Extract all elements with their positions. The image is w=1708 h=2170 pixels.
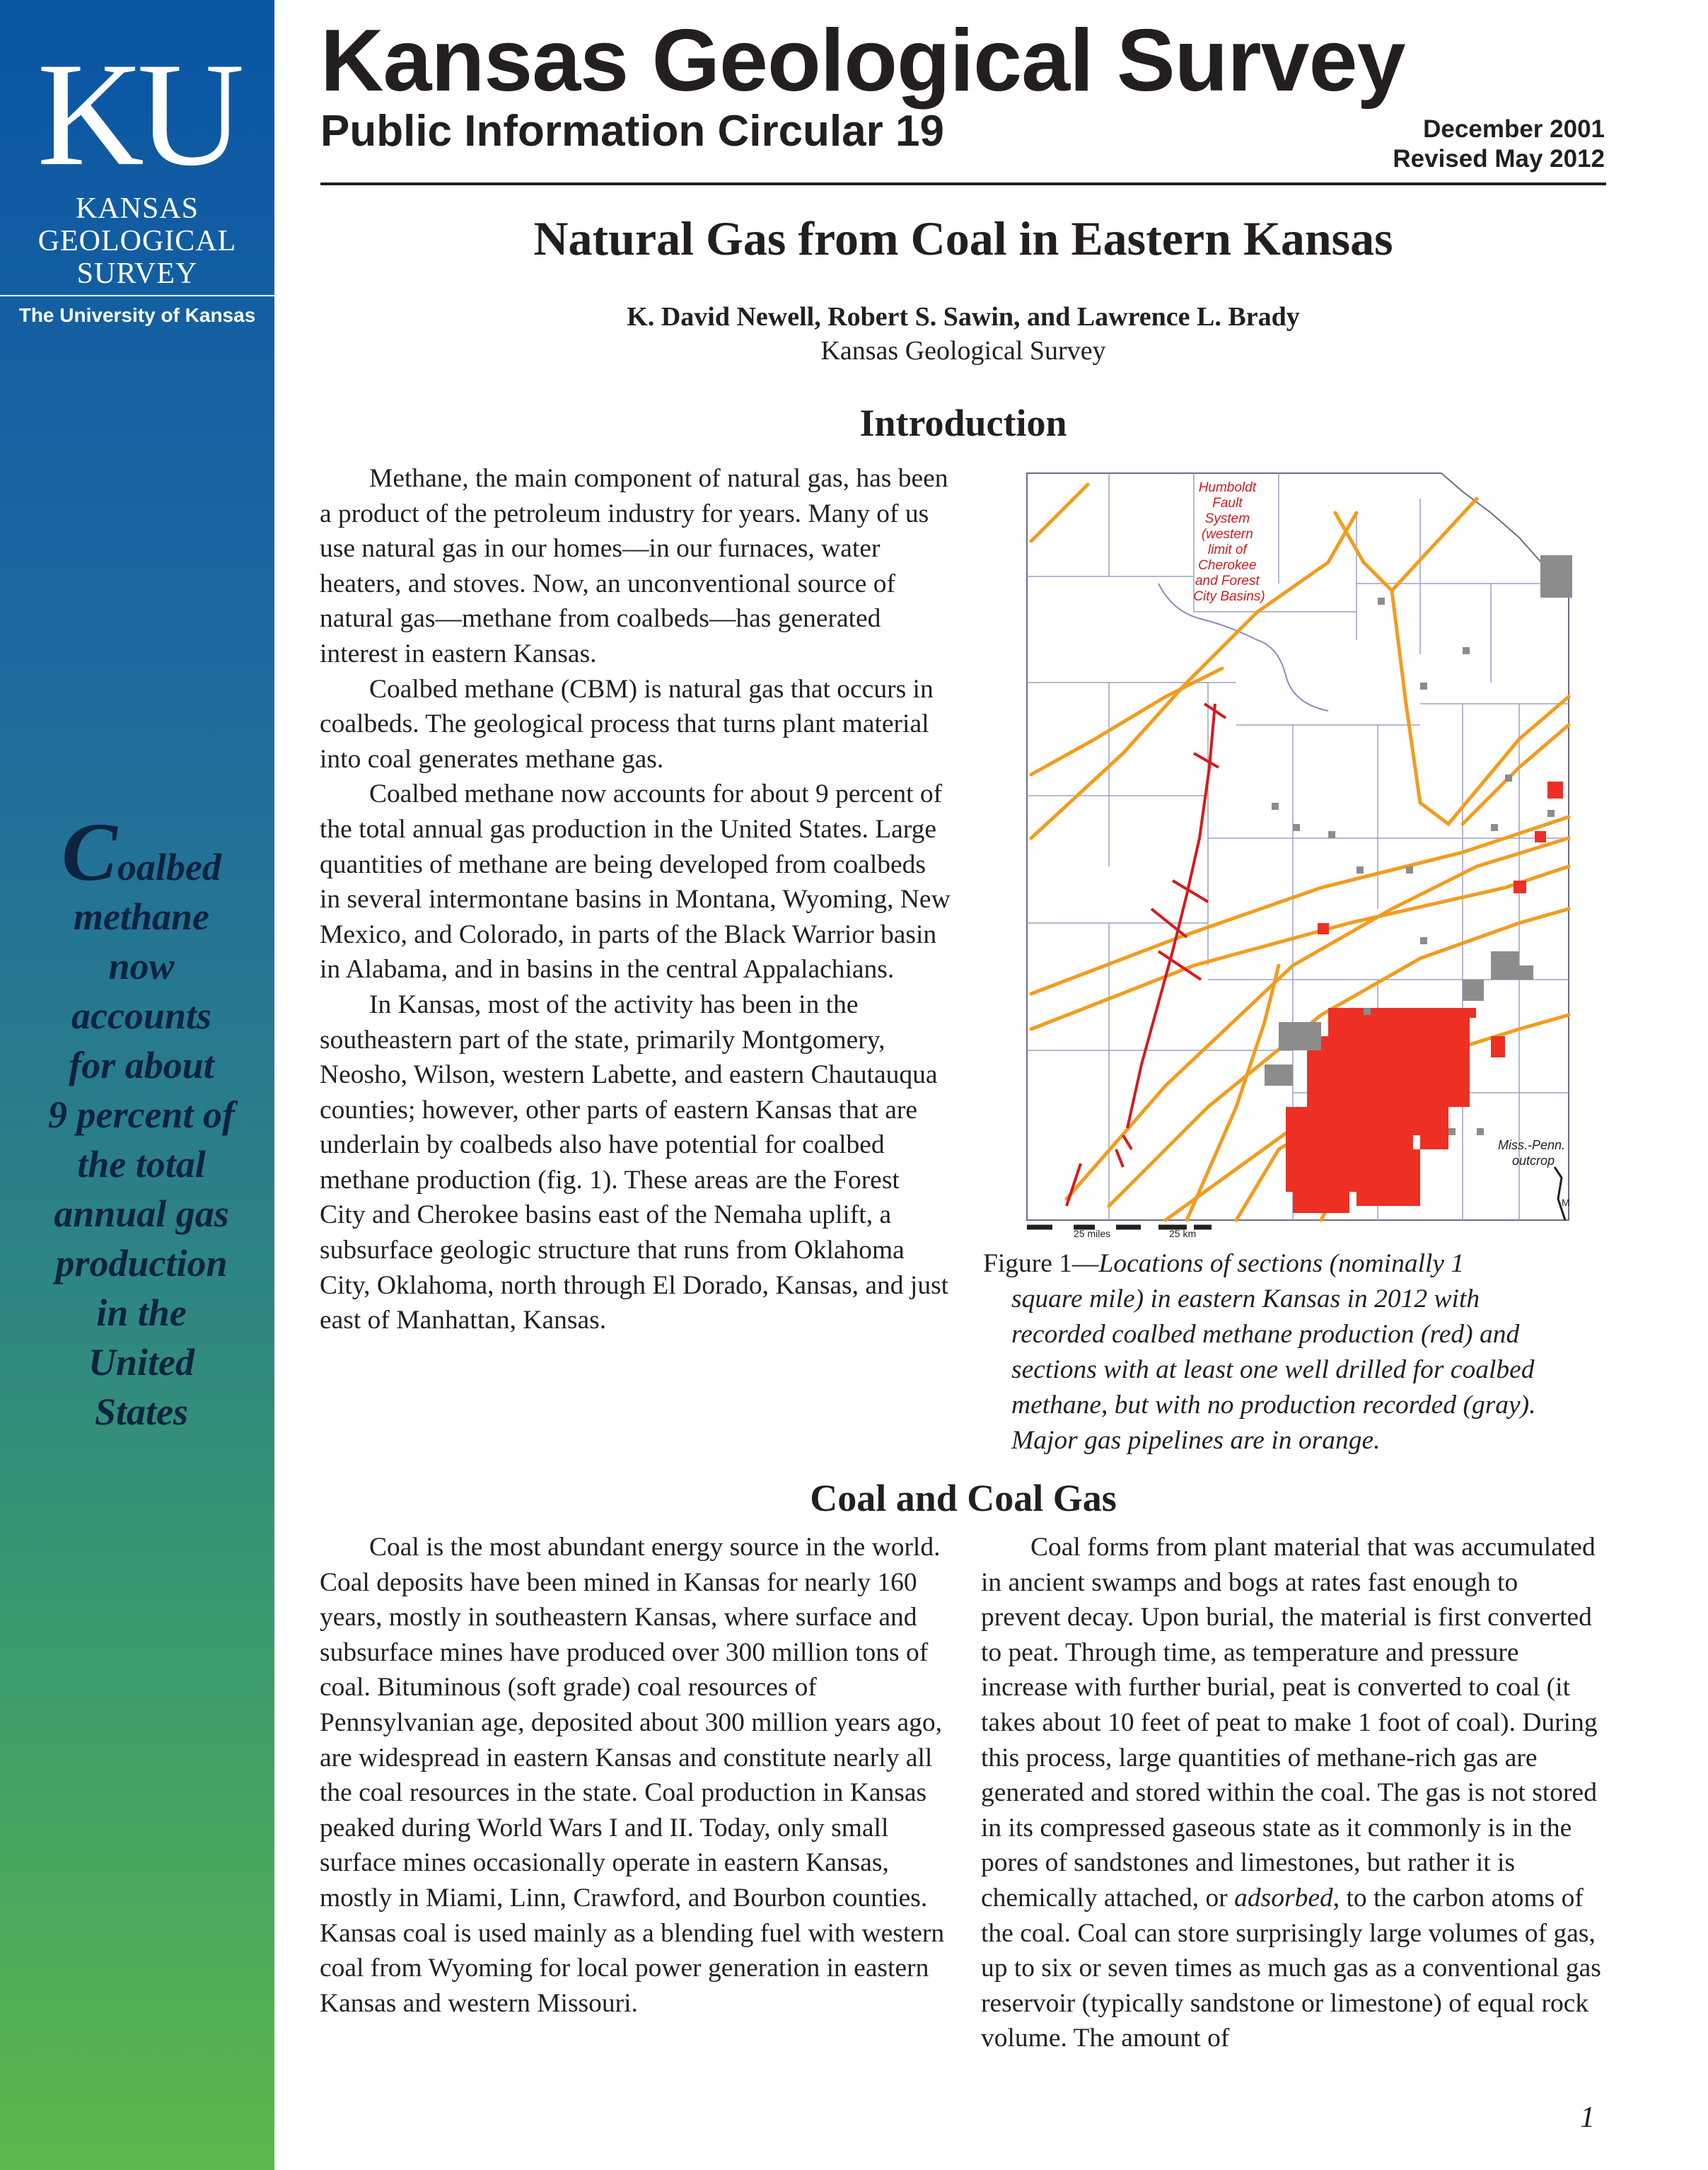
coalbed-methane-map	[1024, 470, 1576, 1234]
kgs-logo-text: KANSAS GEOLOGICAL SURVEY	[37, 192, 237, 290]
introduction-body	[320, 461, 951, 1338]
coal-body-right	[981, 1530, 1603, 2056]
sidebar-banner	[0, 0, 274, 2170]
outcrop-label: Miss.-Penn. outcrop	[1497, 1138, 1566, 1168]
introduction-heading: Introduction	[859, 402, 1067, 444]
coal-body-left	[320, 1530, 951, 2021]
paragraph: Coal forms from plant material that was accumulated in ancient swamps and bogs at rates fast enough to prevent decay. Upon burial, the material is first converted to peat. Through time, as temperature and pressure increase with further burial, peat is converted to coal (it takes about 10 feet of peat to make 1 foot of coal). During this process, large quantities of methane-rich gas are generated and stored within the coal. The gas is not stored in its compressed gaseous state as it commonly is in the pores of sandstones and limestones, but rather it is chemically attached, or adsorbed, to the carbon atoms of the coal. Coal can store surprisingly large volumes of gas, up to six or seven times as much gas as a conventional gas reservoir (typically sandstone or limestone) of equal rock volume. The amount of	[981, 1533, 1601, 2053]
paragraph: Coal is the most abundant energy source in the world. Coal deposits have been mined in Kansas for nearly 160 years, mostly in southeastern Kansas, where surface and subsurface mines have produced over 300 million tons of coal. Bituminous (soft grade) coal resources of Pennsylvanian age, deposited about 300 million years ago, are widespread in eastern Kansas and constitute nearly all the coal resources in the state. Coal production in Kansas peaked during World Wars I and II. Today, only small surface mines occasionally operate in eastern Kansas, mostly in Miami, Linn, Crawford, and Bourbon counties. Kansas coal is used mainly as a blending fuel with western coal from Wyoming for local power generation in eastern Kansas and western Missouri.	[320, 1533, 945, 2018]
humboldt-label: Humboldt Fault System (western limit of Cherokee and Forest City Basins)	[1193, 480, 1265, 604]
pull-quote-drop-cap: C	[62, 806, 117, 898]
university-name: The University of Kansas	[18, 304, 256, 326]
ku-logo: KU	[37, 33, 238, 197]
paragraph: In Kansas, most of the activity has been in the southeastern part of the state, primarily Montgomery, Neosho, Wilson, western Labette, and eastern Chautauqua counties; however, other parts of eastern Kansas that are underlain by coalbeds also have potential for coalbed methane production (fig. 1). These areas are the Forest City and Cherokee basins east of the Nemaha uplift, a subsurface geologic structure that runs from Oklahoma City, Oklahoma, north through El Dorado, Kansas, and just east of Manhattan, Kansas.	[320, 990, 949, 1335]
paragraph: Methane, the main component of natural gas, has been a product of the petroleum industry for years. Many of us use natural gas in our homes—in our furnaces, water heaters, and stoves. Now, an unconventional source of natural gas—methane from coalbeds—has generated interest in eastern Kansas.	[320, 464, 948, 668]
logo-divider	[0, 295, 274, 296]
pull-quote: Coalbed methane now accounts for about 9 percent of the total annual gas production in the United States	[48, 806, 235, 1433]
header-rule	[320, 182, 1606, 185]
missouri-gray-block	[1540, 555, 1572, 598]
coal-section-heading: Coal and Coal Gas	[810, 1477, 1117, 1519]
publication-date: December 2001 Revised May 2012	[1393, 115, 1605, 173]
authors: K. David Newell, Robert S. Sawin, and Lawrence L. Brady	[627, 302, 1300, 332]
circular-number: Public Information Circular 19	[320, 107, 944, 156]
figure-caption: Figure 1—Locations of sections (nominally 1 square mile) in eastern Kansas in 2012 with recorded coalbed methane production (red) and sections with at least one well drilled for coalbed methane, but with no production recorded (gray). Major gas pipelines are in orange.	[983, 1249, 1536, 1455]
publisher-title: Kansas Geological Survey	[320, 12, 1405, 110]
paragraph: Coalbed methane now accounts for about 9 percent of the total annual gas production in the United States. Large quantities of methane are being developed from coalbeds in several intermontane basins in Montana, Wyoming, New Mexico, and Colorado, in parts of the Black Warrior basin in Alabama, and in basins in the central Appalachians.	[320, 779, 951, 985]
missouri-label: M	[1562, 1197, 1570, 1208]
affiliation: Kansas Geological Survey	[820, 336, 1106, 366]
paragraph: Coalbed methane (CBM) is natural gas that occurs in coalbeds. The geological process that turns plant material into coal generates methane gas.	[320, 674, 934, 774]
page-number: 1	[1580, 2101, 1595, 2134]
article-title: Natural Gas from Coal in Eastern Kansas	[533, 211, 1393, 265]
